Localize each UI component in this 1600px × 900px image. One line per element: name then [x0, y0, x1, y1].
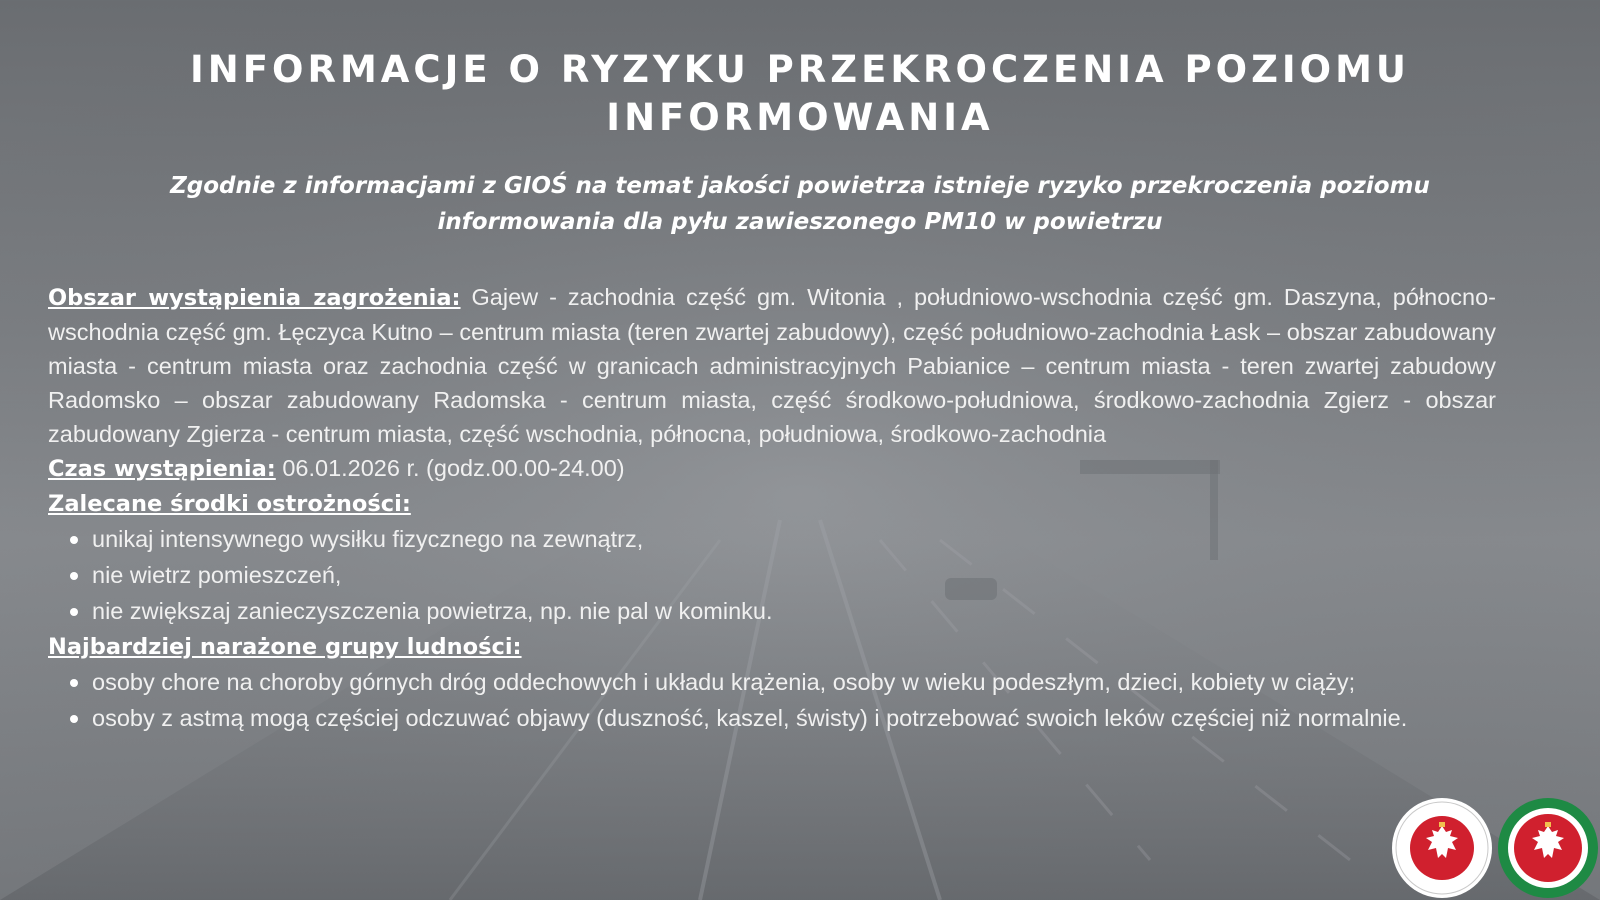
precautions-list	[48, 521, 1496, 629]
precautions-label: Zalecane środki ostrożności:	[48, 491, 411, 517]
list-item: nie zwiększaj zanieczyszczenia powietrza, np. nie pal w kominku.	[92, 593, 1496, 629]
environmental-inspection-logo	[1496, 796, 1600, 900]
logos	[1390, 796, 1600, 900]
voivodeship-office-logo	[1390, 796, 1494, 900]
list-item: unikaj intensywnego wysiłku fizycznego na zewnątrz,	[92, 521, 1496, 557]
page-title: INFORMACJE O RYZYKU PRZEKROCZENIA POZIOMU INFORMOWANIA	[190, 48, 1410, 139]
time-text: 06.01.2026 r. (godz.00.00-24.00)	[275, 455, 625, 481]
list-item: osoby z astmą mogą częściej odczuwać objawy (duszność, kaszel, świsty) i potrzebować swoich leków częściej niż normalnie.	[92, 700, 1496, 736]
page-subtitle: Zgodnie z informacjami z GIOŚ na temat jakości powietrza istnieje ryzyko przekroczenia poziomu informowania dla pyłu zawieszonego PM10 w powietrzu	[170, 173, 1430, 235]
area-text: Gajew - zachodnia część gm. Witonia , południowo-wschodnia część gm. Daszyna, północno-wschodnia część gm. Łęczyca Kutno – centrum miasta (teren zwartej zabudowy), część południowo-zachodnia Łask – obszar zabudowany miasta - centrum miasta oraz zachodnia część w granicach administracyjnych Pabianice – centrum miasta - teren zwartej zabudowy Radomsko – obszar zabudowany Radomska - centrum miasta, część środkowo-południowa, środkowo-zachodnia Zgierz - obszar zabudowany Zgierza - centrum miasta, część wschodnia, północna, południowa, środkowo-zachodnia	[48, 284, 1496, 447]
eagle-emblem-icon	[1390, 796, 1494, 900]
list-item: nie wietrz pomieszczeń,	[92, 557, 1496, 593]
list-item: osoby chore na choroby górnych dróg oddechowych i układu krążenia, osoby w wieku podeszłym, dzieci, kobiety w ciąży;	[92, 664, 1496, 700]
area-label: Obszar wystąpienia zagrożenia:	[48, 285, 461, 311]
groups-label: Najbardziej narażone grupy ludności:	[48, 634, 522, 660]
area-section	[48, 280, 1496, 451]
time-label: Czas wystąpienia:	[48, 456, 276, 482]
groups-list	[48, 664, 1496, 736]
precautions-section	[48, 486, 1496, 521]
notice-body	[48, 280, 1496, 736]
eagle-emblem-icon	[1496, 796, 1600, 900]
time-section	[48, 451, 1496, 486]
groups-section	[48, 629, 1496, 664]
